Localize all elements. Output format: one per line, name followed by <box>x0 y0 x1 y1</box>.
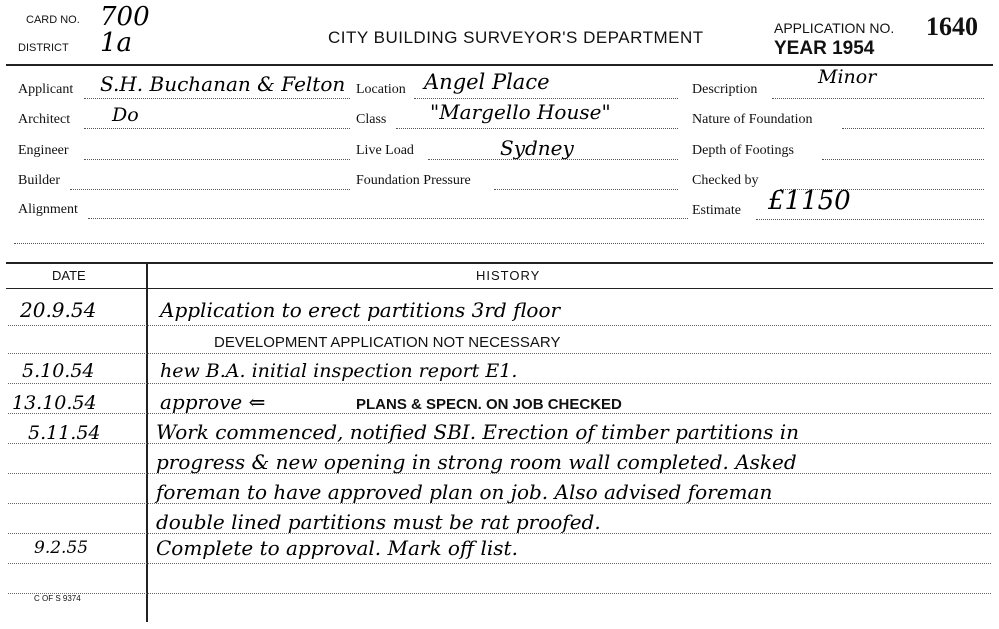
history-top-rule <box>6 262 993 264</box>
history-entry: approve ⇐ <box>160 390 266 414</box>
form-code: C OF S 9374 <box>34 594 81 603</box>
location-label: Location <box>356 82 406 97</box>
date-header: DATE <box>52 268 86 283</box>
district-label: DISTRICT <box>18 42 69 54</box>
history-header: HISTORY <box>476 268 541 283</box>
history-entry: hew B.A. initial inspection report E1. <box>160 360 518 382</box>
foundation-pressure-label: Foundation Pressure <box>356 173 471 188</box>
estimate-value: £1150 <box>768 186 851 216</box>
checked-by-label: Checked by <box>692 173 759 188</box>
date-column-divider <box>146 262 148 622</box>
card-no-label: CARD NO. <box>26 14 80 26</box>
class-label: Class <box>356 112 387 127</box>
history-date: 5.10.54 <box>22 360 95 382</box>
applicant-label: Applicant <box>18 82 74 97</box>
live-load-value: Sydney <box>500 136 574 160</box>
architect-value: Do <box>112 104 139 126</box>
nature-of-foundation-label: Nature of Foundation <box>692 112 813 127</box>
history-date: 13.10.54 <box>12 392 97 414</box>
class-value: "Margello House" <box>430 100 611 124</box>
card-no-value: 700 <box>100 2 150 32</box>
description-value: Minor <box>818 66 877 88</box>
history-entry: foreman to have approved plan on job. Also advised foreman <box>156 480 773 504</box>
history-entry: progress & new opening in strong room wall completed. Asked <box>156 450 797 474</box>
history-stamp: DEVELOPMENT APPLICATION NOT NECESSARY <box>214 334 561 351</box>
live-load-label: Live Load <box>356 143 414 158</box>
application-no-value: 1640 <box>926 12 978 41</box>
history-entry: Work commenced, notified SBI. Erection of timber partitions in <box>156 420 800 444</box>
applicant-value: S.H. Buchanan & Felton <box>100 72 346 96</box>
engineer-label: Engineer <box>18 143 69 158</box>
department-title: CITY BUILDING SURVEYOR'S DEPARTMENT <box>328 28 704 47</box>
depth-of-footings-label: Depth of Footings <box>692 143 794 158</box>
description-label: Description <box>692 82 758 97</box>
history-entry: Application to erect partitions 3rd floor <box>160 298 561 322</box>
alignment-label: Alignment <box>18 202 78 217</box>
history-date: 5.11.54 <box>28 422 101 444</box>
estimate-label: Estimate <box>692 203 741 218</box>
history-stamp: PLANS & SPECN. ON JOB CHECKED <box>356 396 622 413</box>
history-date: 9.2.55 <box>34 538 89 558</box>
builder-label: Builder <box>18 173 60 188</box>
application-no-label: APPLICATION NO. <box>774 20 895 36</box>
architect-label: Architect <box>18 112 71 127</box>
district-value: 1a <box>100 28 133 58</box>
history-entry: Complete to approval. Mark off list. <box>156 536 518 560</box>
history-entry: double lined partitions must be rat proofed. <box>156 510 601 534</box>
history-date: 20.9.54 <box>20 298 97 322</box>
year-label: YEAR 1954 <box>774 38 875 59</box>
location-value: Angel Place <box>424 70 550 94</box>
